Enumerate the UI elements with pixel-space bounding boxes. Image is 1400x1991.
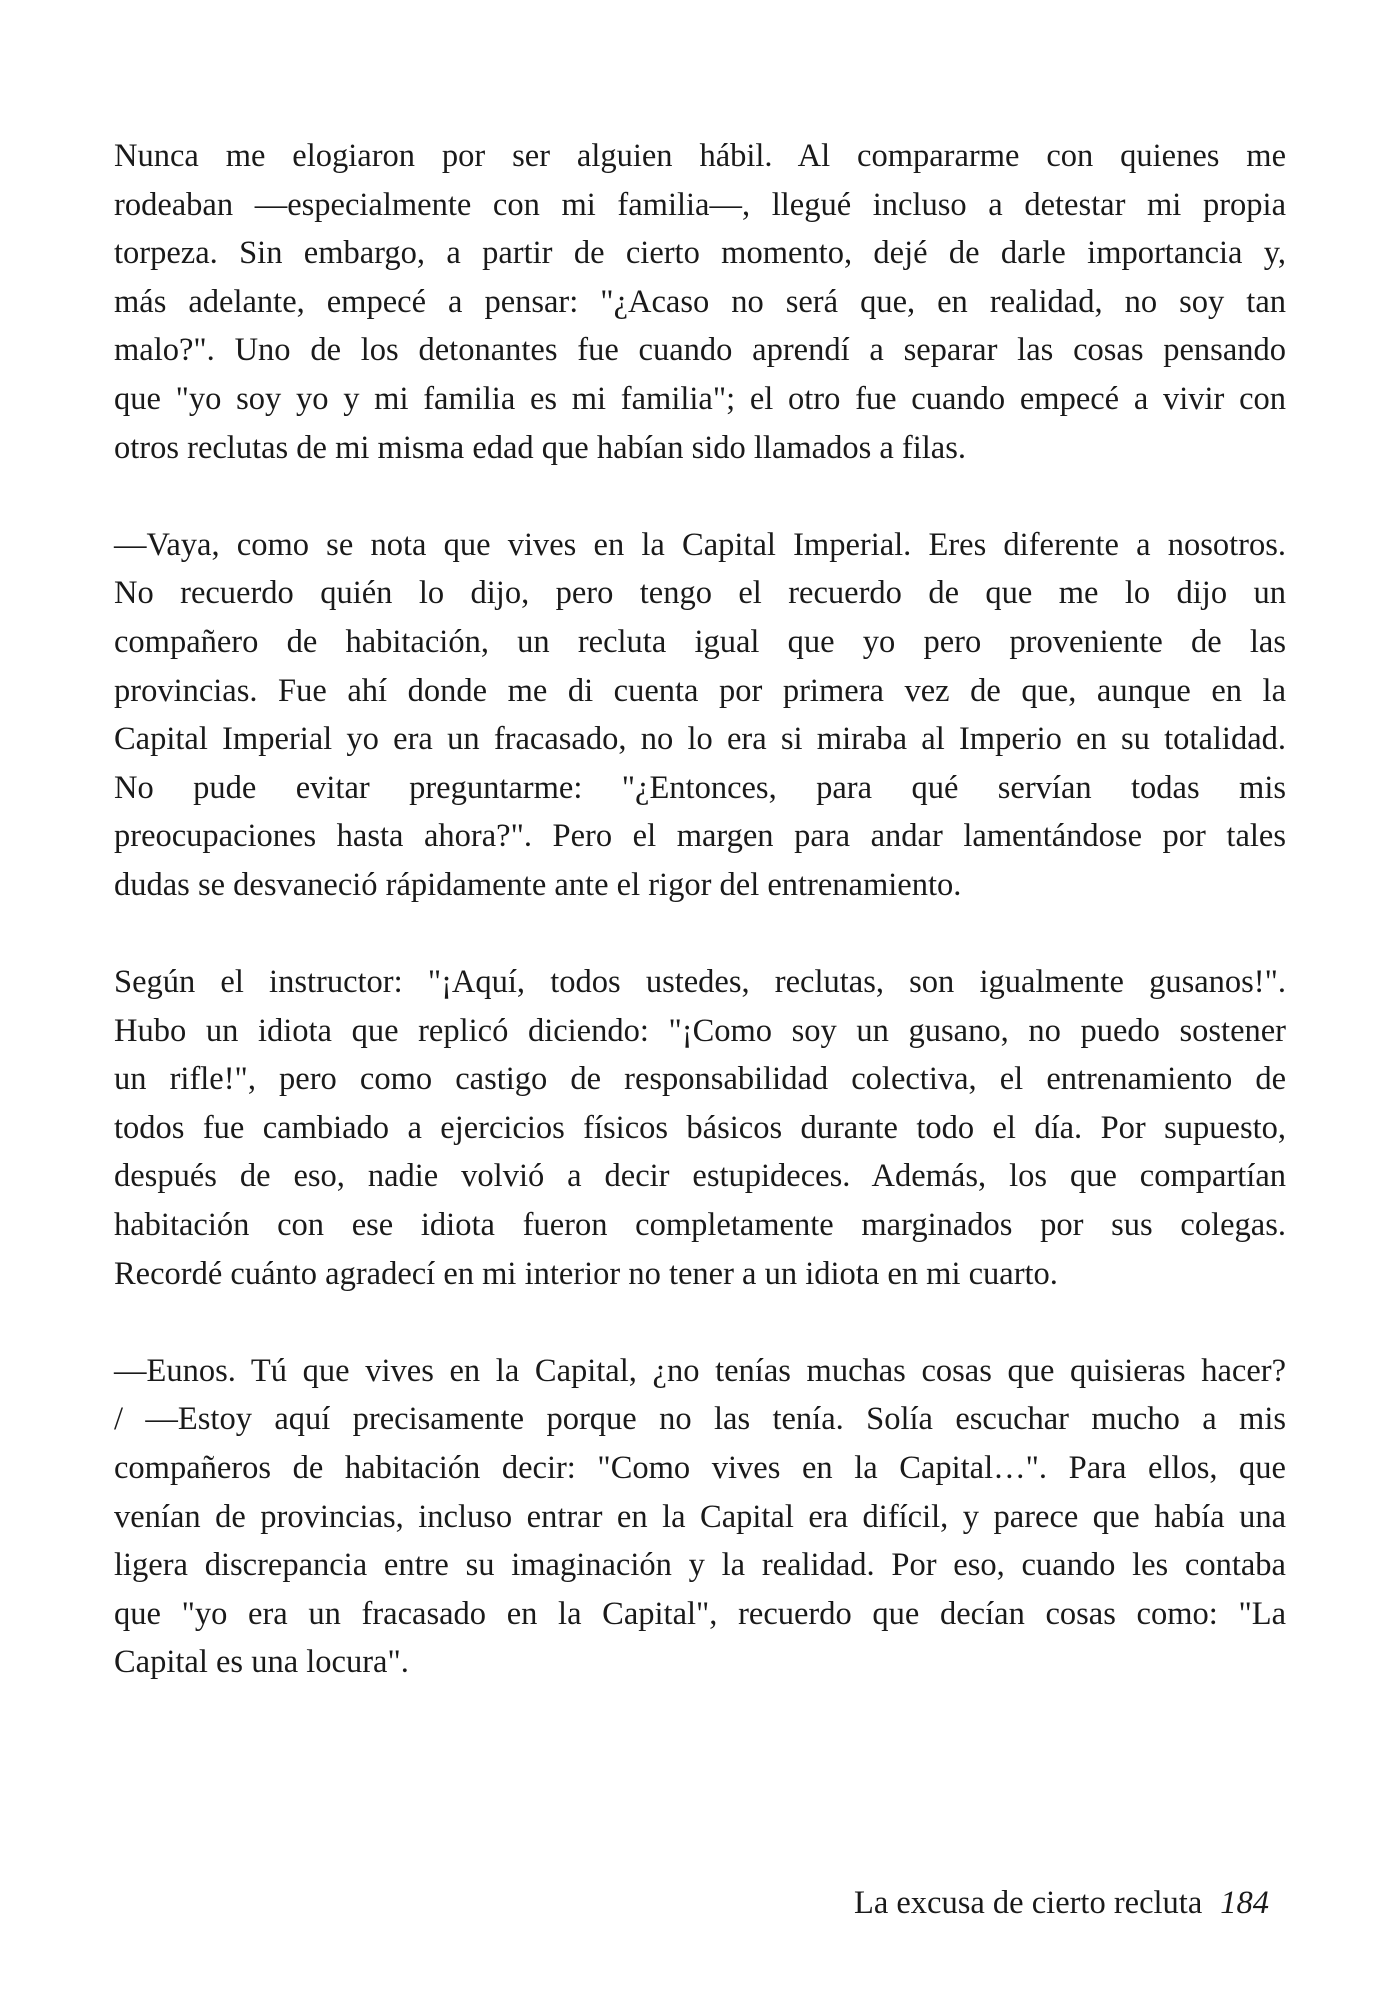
text-line: después de eso, nadie volvió a decir estupideces. Además, los que compartían (114, 1158, 1286, 1195)
text-line: Nunca me elogiaron por ser alguien hábil. Al compararme con quienes me (114, 138, 1286, 174)
text-line: —Vaya, como se nota que vives en la Capital Imperial. Eres diferente a nosotros. (114, 526, 1286, 563)
text-line: que "yo soy yo y mi familia es mi familia"; el otro fue cuando empecé a vivir con (114, 380, 1286, 417)
paragraph-gap (114, 472, 1286, 521)
text-line: otros reclutas de mi misma edad que habían sido llamados a filas. (114, 429, 966, 466)
page-number: 184 (1220, 1885, 1269, 1921)
text-line: compañero de habitación, un recluta igual que yo pero proveniente de las (114, 623, 1286, 660)
text-line: —Eunos. Tú que vives en la Capital, ¿no tenías muchas cosas que quisieras hacer? (114, 1352, 1286, 1389)
body-text (114, 132, 1286, 1687)
paragraph-1 (114, 132, 1286, 472)
text-line: / —Estoy aquí precisamente porque no las tenía. Solía escuchar mucho a mis (114, 1401, 1286, 1438)
text-line: todos fue cambiado a ejercicios físicos básicos durante todo el día. Por supuesto, (114, 1109, 1286, 1146)
text-line: Recordé cuánto agradecí en mi interior no tener a un idiota en mi cuarto. (114, 1255, 1058, 1292)
text-line: más adelante, empecé a pensar: "¿Acaso no será que, en realidad, no soy tan (114, 283, 1286, 320)
text-line: No pude evitar preguntarme: "¿Entonces, para qué servían todas mis (114, 769, 1286, 806)
text-line: Según el instructor: "¡Aquí, todos ustedes, reclutas, son igualmente gusanos!". (114, 964, 1286, 1001)
text-line: ligera discrepancia entre su imaginación y la realidad. Por eso, cuando les contaba (114, 1547, 1286, 1584)
text-line: torpeza. Sin embargo, a partir de cierto momento, dejé de darle importancia y, (114, 235, 1286, 272)
text-line: un rifle!", pero como castigo de responsabilidad colectiva, el entrenamiento de (114, 1061, 1286, 1098)
text-line: provincias. Fue ahí donde me di cuenta por primera vez de que, aunque en la (114, 672, 1286, 709)
book-title: La excusa de cierto recluta (853, 1885, 1203, 1921)
text-line: habitación con ese idiota fueron completamente marginados por sus colegas. (114, 1207, 1286, 1244)
text-line: malo?". Uno de los detonantes fue cuando aprendí a separar las cosas pensando (114, 332, 1286, 369)
paragraph-2 (114, 521, 1286, 910)
text-line: Hubo un idiota que replicó diciendo: "¡Como soy un gusano, no puedo sostener (114, 1012, 1286, 1049)
paragraph-gap (114, 1298, 1286, 1347)
text-line: No recuerdo quién lo dijo, pero tengo el recuerdo de que me lo dijo un (114, 575, 1286, 612)
paragraph-gap (114, 910, 1286, 959)
text-line: Capital Imperial yo era un fracasado, no lo era si miraba al Imperio en su totalidad. (114, 721, 1286, 758)
text-line: preocupaciones hasta ahora?". Pero el margen para andar lamentándose por tales (114, 818, 1286, 855)
text-line: que "yo era un fracasado en la Capital", recuerdo que decían cosas como: "La (114, 1595, 1286, 1632)
text-line: venían de provincias, incluso entrar en la Capital era difícil, y parece que había una (114, 1498, 1286, 1535)
paragraph-4 (114, 1347, 1286, 1687)
running-footer (854, 1885, 1269, 1922)
text-line: compañeros de habitación decir: "Como vives en la Capital…". Para ellos, que (114, 1450, 1286, 1487)
paragraph-3 (114, 958, 1286, 1298)
text-line: Capital es una locura". (114, 1644, 409, 1681)
text-line: rodeaban —especialmente con mi familia—, llegué incluso a detestar mi propia (114, 186, 1286, 223)
text-line: dudas se desvaneció rápidamente ante el rigor del entrenamiento. (114, 866, 962, 903)
